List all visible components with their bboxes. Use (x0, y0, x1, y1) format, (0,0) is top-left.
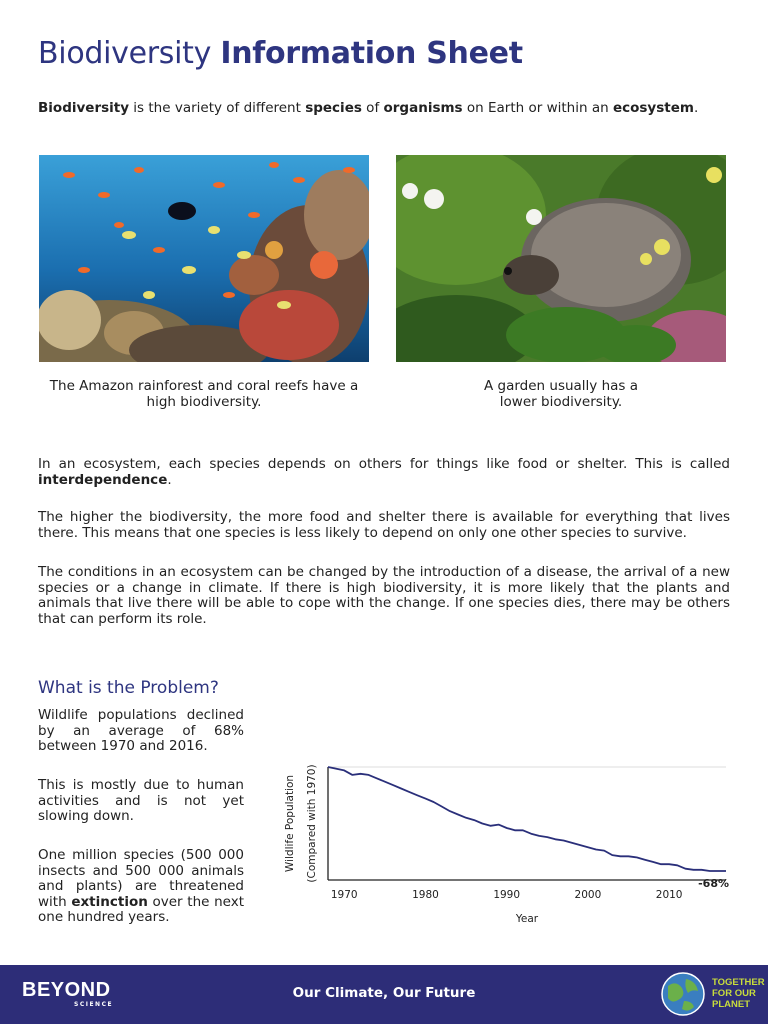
intro-sentence (38, 100, 698, 116)
chart-x-tick-label: 1980 (412, 889, 439, 901)
together-for-our-planet-logo (660, 971, 765, 1021)
chart-annotation-decline: -68% (698, 876, 729, 890)
problem-text: over the next one hundred years. (38, 893, 244, 925)
chart-y-axis-label: Wildlife Population (284, 774, 296, 873)
caption-coral-reef: The Amazon rainforest and coral reefs have a high biodiversity. (49, 378, 359, 410)
partner-line: PLANET (712, 999, 750, 1010)
caption-garden: A garden usually has a lower biodiversity. (483, 378, 639, 410)
wildlife-population-chart (278, 756, 738, 936)
chart-x-tick-label: 2010 (655, 889, 683, 901)
chart-y-axis-label-sub: (Compared with 1970) (306, 764, 318, 883)
partner-line: FOR OUR (712, 988, 756, 999)
problem-text-1: Wildlife populations declined by an average of 68% between 1970 and 2016. (38, 707, 244, 754)
intro-term-species: species (305, 100, 362, 116)
intro-text: on Earth or within an (462, 100, 613, 116)
chart-x-tick-label: 2000 (574, 889, 602, 901)
footer-tagline: Our Climate, Our Future (292, 985, 476, 1001)
paragraph-conditions: The conditions in an ecosystem can be changed by the introduction of a disease, the arrival of a new species or a change in climate. If there is high biodiversity, it is more likely that the plants and animals that live there will be able to cope with the change. If one species dies, there may be others that can perform its role. (38, 564, 730, 627)
coral-reef-photo (39, 155, 369, 362)
paragraph-text: In an ecosystem, each species depends on others for things like food or shelter. This is called (38, 456, 730, 472)
problem-heading: What is the Problem? (38, 678, 219, 698)
brand-name: BEYOND (22, 979, 111, 1001)
chart-x-tick-label: 1970 (330, 889, 358, 901)
intro-text: of (361, 100, 384, 116)
partner-text (712, 977, 768, 1010)
chart-series-line (328, 767, 726, 871)
intro-text: . (693, 100, 699, 116)
title-normal: Biodiversity (38, 36, 212, 71)
problem-text-3 (38, 848, 244, 926)
paragraph-text: . (167, 471, 172, 488)
hedgehog-garden-photo (396, 155, 726, 362)
intro-term-ecosystem: ecosystem (612, 100, 694, 116)
partner-line: TOGETHER (712, 977, 765, 988)
chart-x-axis-label: Year (515, 913, 539, 925)
title-bold: Information Sheet (220, 36, 523, 71)
brand-sub: SCIENCE (74, 1001, 114, 1008)
intro-text: is the variety of different (129, 100, 306, 116)
intro-term-organisms: organisms (383, 100, 463, 116)
paragraph-interdependence (38, 457, 730, 488)
paragraph-biodiversity: The higher the biodiversity, the more food and shelter there is available for everything that lives there. This means that one species is less likely to depend on only one other species to survive. (38, 509, 730, 541)
problem-text-2: This is mostly due to human activities and is not yet slowing down. (38, 777, 244, 824)
intro-term-biodiversity: Biodiversity (38, 100, 130, 116)
term-extinction: extinction (71, 893, 148, 910)
globe-icon (660, 971, 706, 1017)
chart-x-tick-label: 1990 (493, 889, 521, 901)
term-interdependence: interdependence (38, 471, 168, 488)
page-title (38, 36, 523, 71)
footer-bar (0, 965, 768, 1024)
problem-text: One million species (500 000 insects and 500 000 animals and plants) are threatened with (38, 847, 244, 910)
